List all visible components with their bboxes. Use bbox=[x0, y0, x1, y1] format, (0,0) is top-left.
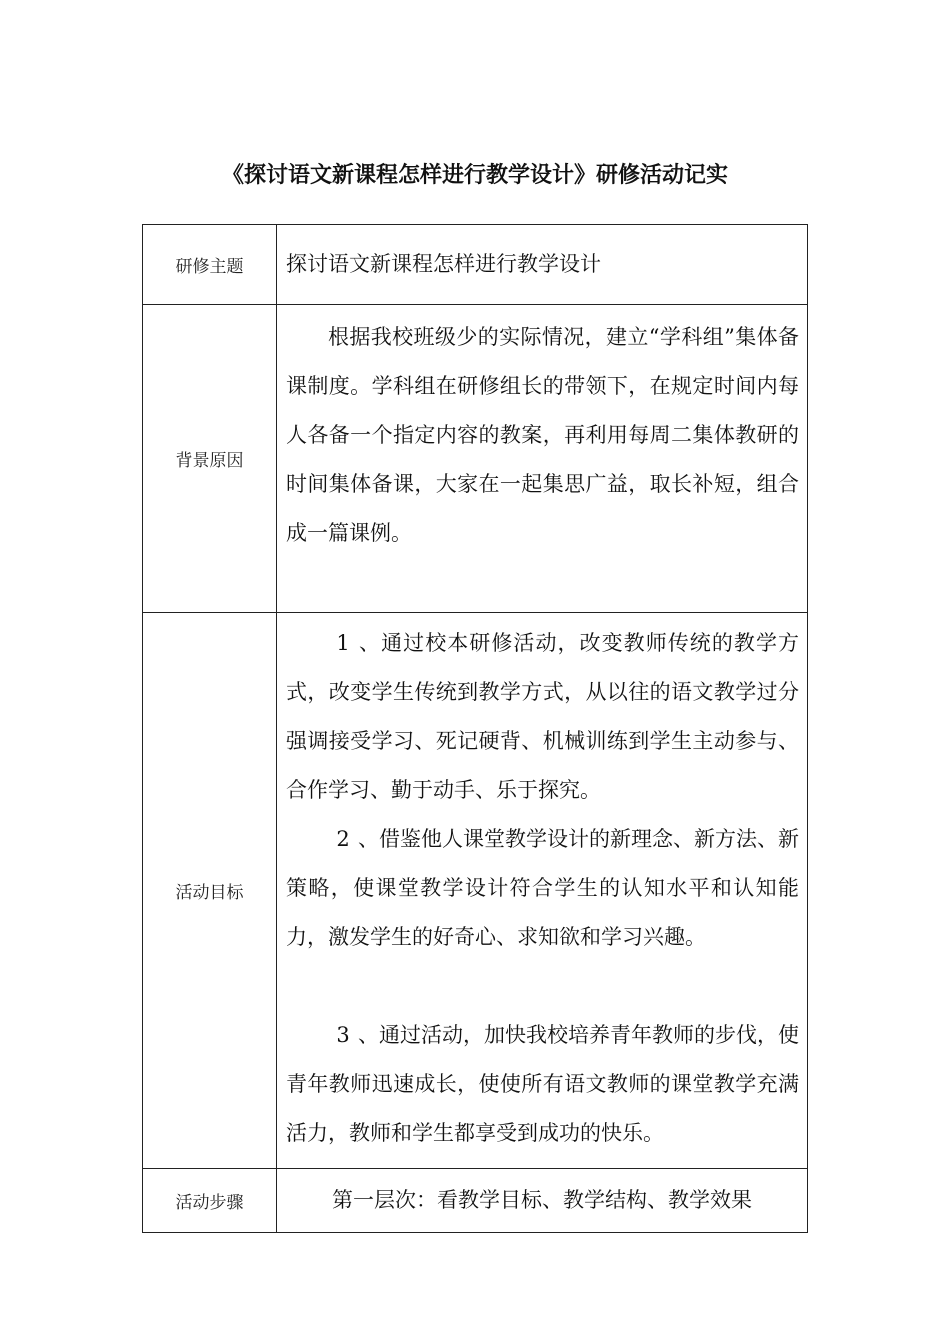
theme-content: 探讨语文新课程怎样进行教学设计 bbox=[277, 225, 808, 305]
goals-label: 活动目标 bbox=[143, 613, 277, 1169]
table-row-background bbox=[143, 305, 808, 613]
steps-text: 第一层次：看教学目标、教学结构、教学效果 bbox=[332, 1188, 752, 1212]
table-row-goals bbox=[143, 613, 808, 1169]
goal-item-2 bbox=[286, 815, 799, 962]
goal-number-2: 2 bbox=[336, 827, 350, 851]
goal-text-3: 、通过活动，加快我校培养青年教师的步伐，使青年教师迅速成长，使使所有语文教师的课堂教学充满活力，教师和学生都享受到成功的快乐。 bbox=[286, 1023, 799, 1145]
page-title: 《探讨语文新课程怎样进行教学设计》研修活动记实 bbox=[221, 163, 728, 188]
goal-text-1: 、通过校本研修活动，改变教师传统的教学方式，改变学生传统到教学方式，从以往的语文教学过分强调接受学习、死记硬背、机械训练到学生主动参与、合作学习、勤于动手、乐于探究。 bbox=[286, 631, 799, 802]
goals-content bbox=[277, 613, 808, 1169]
background-label: 背景原因 bbox=[143, 305, 277, 613]
theme-label: 研修主题 bbox=[143, 225, 277, 305]
steps-label: 活动步骤 bbox=[143, 1169, 277, 1233]
activity-record-table bbox=[142, 224, 808, 1233]
table-row-steps bbox=[143, 1169, 808, 1233]
paragraph-gap bbox=[286, 962, 799, 1011]
goal-number-1: 1 bbox=[336, 631, 350, 655]
background-content bbox=[277, 305, 808, 613]
goal-number-3: 3 bbox=[336, 1023, 350, 1047]
steps-content bbox=[277, 1169, 808, 1233]
table-row-theme bbox=[143, 225, 808, 305]
background-paragraph: 根据我校班级少的实际情况，建立“学科组”集体备课制度。学科组在研修组长的带领下，在规定时间内每人各备一个指定内容的教案，再利用每周二集体教研的时间集体备课，大家在一起集思广益，取长补短，组合成一篇课例。 bbox=[286, 325, 799, 545]
goal-item-1 bbox=[286, 619, 799, 815]
goal-item-3 bbox=[286, 1011, 799, 1158]
goal-text-2: 、借鉴他人课堂教学设计的新理念、新方法、新策略，使课堂教学设计符合学生的认知水平和认知能力，激发学生的好奇心、求知欲和学习兴趣。 bbox=[286, 827, 799, 949]
